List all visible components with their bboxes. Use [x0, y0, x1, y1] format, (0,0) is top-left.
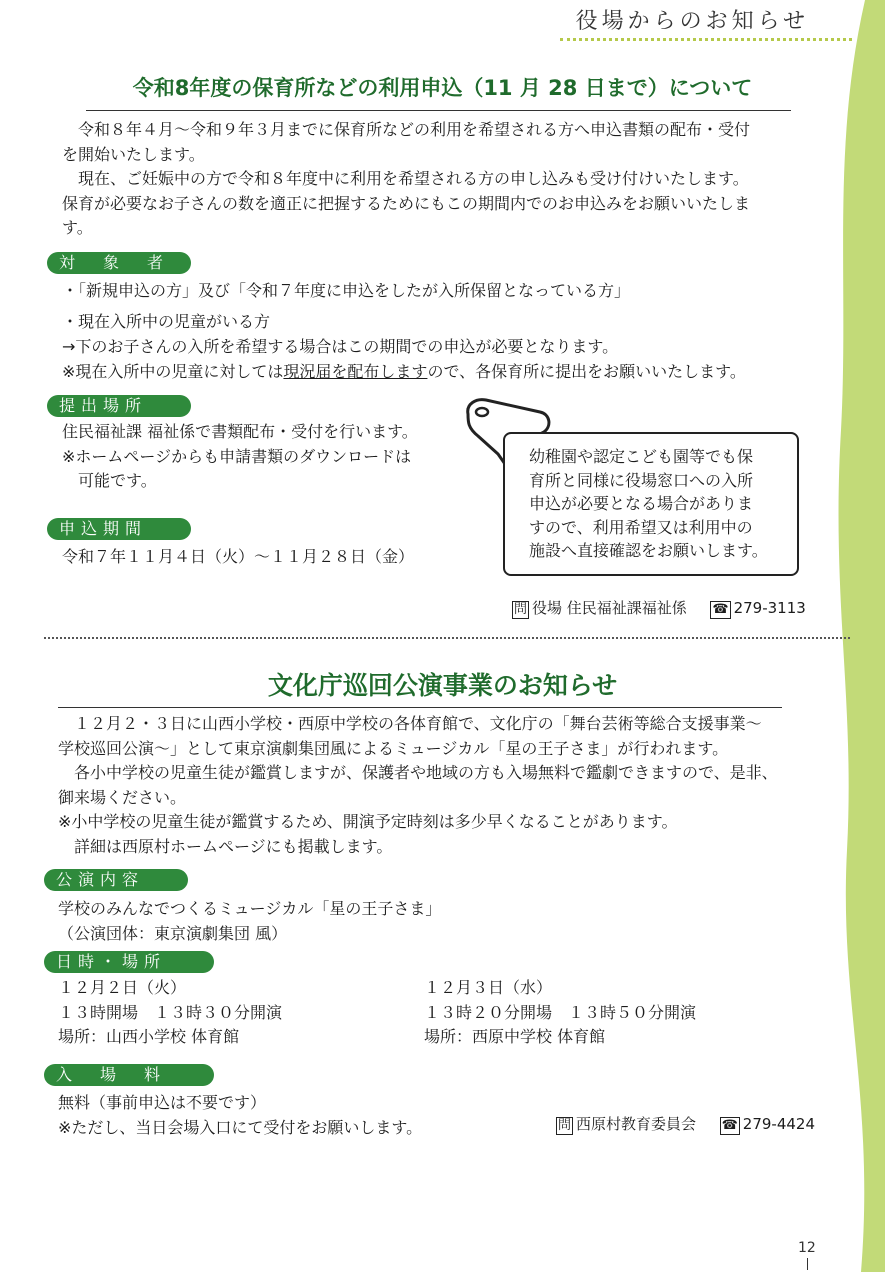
page-edge-band	[825, 0, 885, 1272]
target-label: 対 象 者	[47, 252, 191, 274]
contact-phone: 279-4424	[742, 1115, 816, 1133]
content-lines	[58, 897, 441, 946]
inquiry-icon: 問	[514, 602, 528, 617]
section1-title-rule	[86, 110, 791, 111]
text-line: を開始いたします。	[62, 144, 205, 164]
section2-title-rule	[58, 707, 782, 708]
place-lines	[62, 420, 418, 494]
datetime-label: 日時・場所	[44, 951, 214, 973]
section1-intro	[62, 118, 750, 241]
contact-name: 西原村教育委員会	[576, 1115, 697, 1133]
text-line: 学校のみんなでつくるミュージカル「星の王子さま」	[58, 899, 442, 918]
phone-icon: ☎	[712, 602, 729, 617]
page-tick	[807, 1258, 808, 1270]
section1-title: 令和8年度の保育所などの利用申込（11 月 28 日まで）について	[132, 76, 753, 100]
day1-time: １３時開場 １３時３０分開演	[58, 1002, 283, 1022]
page-number: 12	[798, 1240, 816, 1256]
target-note	[62, 360, 746, 385]
text-line: １２月２・３日に山西小学校・西原中学校の各体育館で、文化庁の「舞台芸術等総合支援事業～	[58, 714, 762, 733]
text-line: 保育が必要なお子さんの数を適正に把握するためにもこの期間内でのお申込みをお願いいたしま	[62, 193, 751, 213]
text-line: 申込が必要となる場合がありま	[529, 494, 754, 513]
text-line: すので、利用希望又は利用中の	[529, 517, 753, 537]
inquiry-icon: 問	[558, 1118, 572, 1133]
target-note-post: ので、各保育所に提出をお願いいたします。	[427, 362, 746, 381]
notice-box	[503, 432, 799, 576]
text-line: 可能です。	[62, 471, 157, 490]
period-label: 申込期間	[47, 518, 191, 540]
fee-label: 入 場 料	[44, 1064, 214, 1086]
text-line: 無料（事前申込は不要です）	[58, 1093, 267, 1112]
header-title: 役場からのお知らせ	[575, 9, 809, 34]
text-line: ※ただし、当日会場入口にて受付をお願いします。	[58, 1117, 423, 1137]
contact-phone: 279-3113	[733, 599, 806, 617]
text-line: 施設へ直接確認をお願いします。	[529, 541, 768, 560]
target-note-underline: 現況届を配布します	[283, 362, 428, 381]
text-line: 令和８年４月～令和９年３月までに保育所などの利用を希望される方へ申込書類の配布・受付	[62, 120, 751, 139]
text-line: 現在、ご妊娠中の方で令和８年度中に利用を希望される方の申し込みも受け付けいたします。	[62, 169, 749, 188]
text-line: 学校巡回公演～」として東京演劇集団風によるミュージカル「星の王子さま」が行われます。	[58, 738, 729, 758]
phone-icon: ☎	[721, 1118, 738, 1133]
section1-contact	[512, 597, 806, 619]
text-line: ※小中学校の児童生徒が鑑賞するため、開演予定時刻は多少早くなることがあります。	[58, 812, 678, 831]
text-line: 育所と同様に役場窓口への入所	[529, 470, 754, 490]
fee-lines	[58, 1091, 422, 1140]
text-line: （公演団体：東京演劇集団 風）	[58, 923, 288, 943]
day2-info	[424, 976, 696, 1050]
section2-title: 文化庁巡回公演事業のお知らせ	[267, 671, 618, 700]
day1-place: 場所：山西小学校 体育館	[58, 1027, 240, 1046]
text-line: ※ホームページからも申請書類のダウンロードは	[62, 446, 412, 466]
contact-name: 役場 住民福祉課福祉係	[532, 599, 687, 617]
target-note-pre: ※現在入所中の児童に対しては	[62, 362, 284, 381]
day1-info	[58, 976, 282, 1050]
target-line: →下のお子さんの入所を希望する場合はこの期間での申込が必要となります。	[62, 337, 619, 356]
target-line: ・現在入所中の児童がいる方	[62, 312, 271, 331]
section2-intro	[58, 712, 778, 859]
section-separator	[44, 637, 850, 639]
text-line: す。	[62, 218, 93, 237]
day2-date: １２月３日（水）	[424, 978, 553, 997]
text-line: 御来場ください。	[58, 787, 187, 807]
text-line: 詳細は西原村ホームページにも掲載します。	[58, 836, 393, 856]
place-label: 提出場所	[47, 395, 191, 417]
day1-date: １２月２日（火）	[58, 978, 187, 997]
header-dots	[560, 38, 852, 41]
text-line: 各小中学校の児童生徒が鑑賞しますが、保護者や地域の方も入場無料で鑑劇できますので、是非、	[58, 763, 778, 782]
section2-contact	[556, 1113, 815, 1135]
text-line: 住民福祉課 福祉係で書類配布・受付を行います。	[62, 422, 418, 441]
day2-time: １３時２０分開場 １３時５０分開演	[424, 1002, 697, 1022]
target-line: ・「新規申込の方」及び「令和７年度に申込をしたが入所保留となっている方」	[62, 281, 631, 300]
content-label: 公演内容	[44, 869, 188, 891]
period-text: 令和７年１１月４日（火）～１１月２８日（金）	[62, 547, 415, 566]
text-line: 幼稚園や認定こども園等でも保	[529, 447, 754, 466]
day2-place: 場所：西原中学校 体育館	[424, 1027, 606, 1046]
